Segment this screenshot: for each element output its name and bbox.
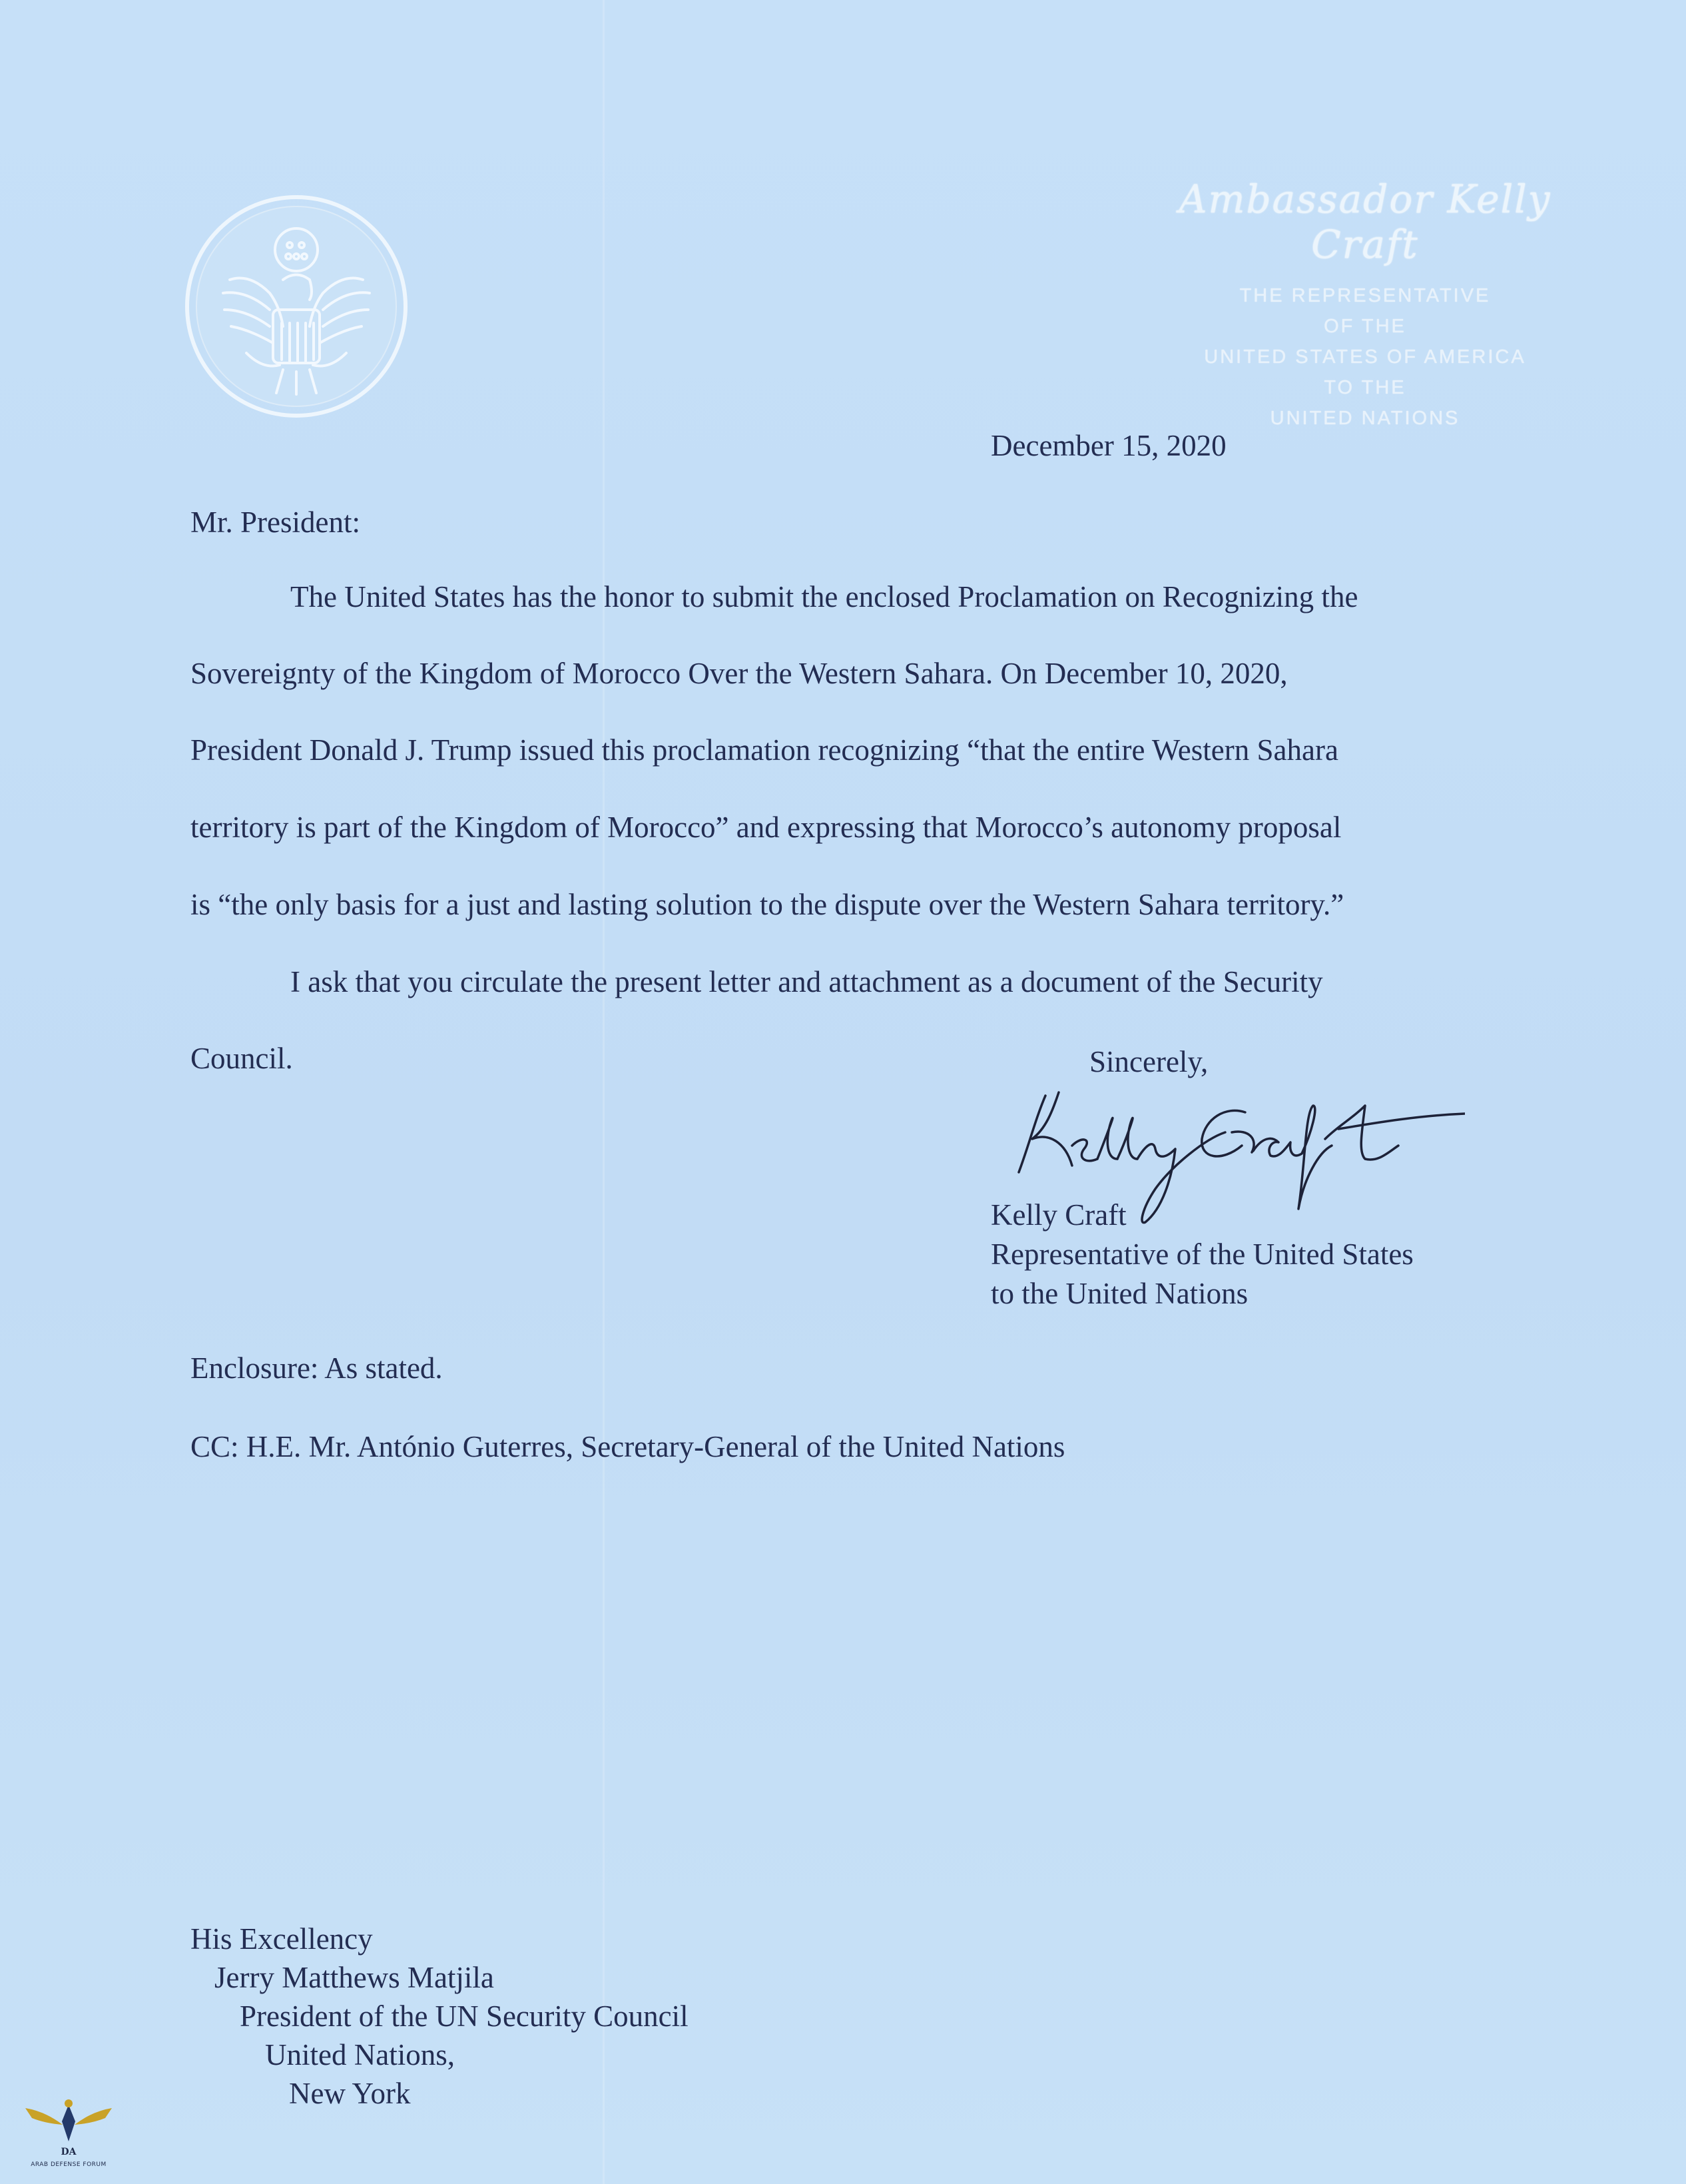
letterhead-line: OF THE [1324, 316, 1406, 337]
signer-block [991, 1196, 1414, 1313]
letterhead-line: UNITED NATIONS [1270, 408, 1460, 429]
signer-name: Kelly Craft [991, 1198, 1127, 1232]
eagle-logo-icon [19, 2091, 119, 2158]
forum-logo [19, 2091, 119, 2178]
letterhead-name: Ambassador Kelly Craft [1179, 177, 1551, 267]
svg-text:DA: DA [61, 2147, 77, 2157]
body-line: is “the only basis for a just and lasting solution to the dispute over the Western Sahara territory.” [190, 888, 1344, 921]
great-seal-emblem [183, 193, 410, 420]
closing: Sincerely, [1089, 1045, 1209, 1078]
letterhead [1132, 177, 1598, 434]
body-line: President Donald J. Trump issued this proclamation recognizing “that the entire Western Sahara [190, 733, 1338, 767]
letter-date: December 15, 2020 [991, 429, 1227, 462]
addressee-line: His Excellency [190, 1922, 373, 1956]
letterhead-line: THE REPRESENTATIVE [1239, 285, 1491, 306]
letterhead-line: TO THE [1324, 377, 1406, 398]
body-line: territory is part of the Kingdom of Morocco” and expressing that Morocco’s autonomy proposal [190, 811, 1342, 844]
signer-title: to the United Nations [991, 1277, 1249, 1310]
forum-logo-text: ARAB DEFENSE FORUM [31, 2161, 107, 2168]
body-line: Council. [190, 1042, 293, 1075]
paper-fold [603, 0, 605, 2184]
addressee-line: Jerry Matthews Matjila [214, 1961, 494, 1994]
signer-title: Representative of the United States [991, 1238, 1414, 1271]
addressee-line: President of the UN Security Council [240, 2000, 689, 2033]
body-line: Sovereignty of the Kingdom of Morocco Over the Western Sahara. On December 10, 2020, [190, 657, 1288, 690]
body-line: The United States has the honor to submit the enclosed Proclamation on Recognizing the [290, 580, 1358, 613]
letterhead-line: UNITED STATES OF AMERICA [1204, 346, 1526, 368]
body-line: I ask that you circulate the present letter and attachment as a document of the Security [290, 965, 1323, 998]
salutation: Mr. President: [190, 506, 360, 539]
addressee-line: New York [289, 2077, 411, 2110]
cc-line: CC: H.E. Mr. António Guterres, Secretary-General of the United Nations [190, 1430, 1065, 1463]
addressee-line: United Nations, [265, 2038, 455, 2071]
enclosure-note: Enclosure: As stated. [190, 1351, 443, 1385]
